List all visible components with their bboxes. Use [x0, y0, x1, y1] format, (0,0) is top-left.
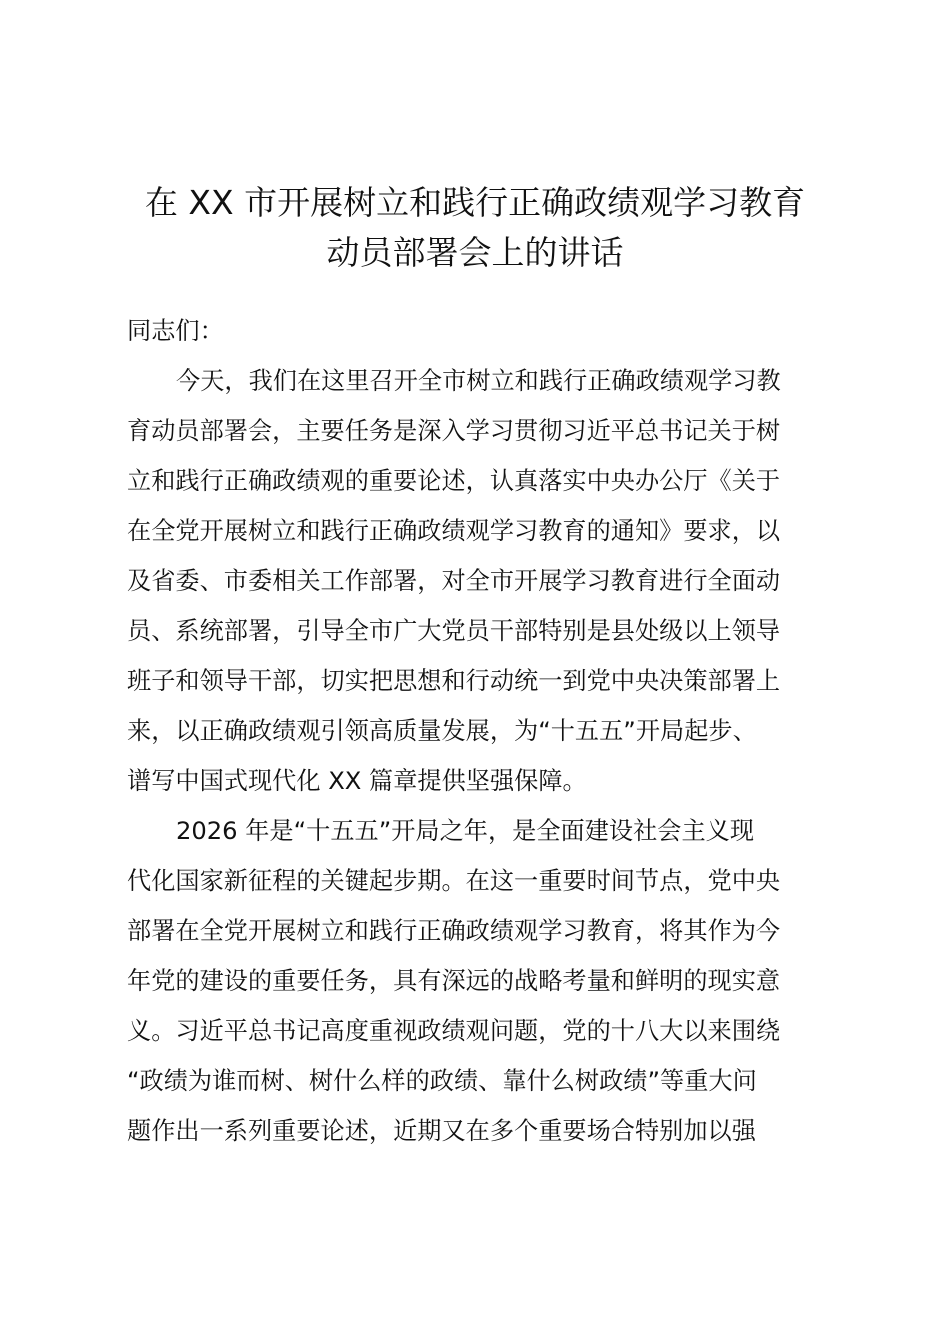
paragraph-line: 谱写中国式现代化 XX 篇章提供坚强保障。: [127, 767, 587, 795]
paragraph-line: 在全党开展树立和践行正确政绩观学习教育的通知》要求，以: [127, 517, 781, 545]
paragraph-line: 育动员部署会，主要任务是深入学习贯彻习近平总书记关于树: [127, 417, 781, 445]
paragraph-line: 代化国家新征程的关键起步期。在这一重要时间节点，党中央: [127, 867, 781, 895]
paragraph-line: 来，以正确政绩观引领高质量发展，为“十五五”开局起步、: [127, 717, 757, 745]
paragraph-1: [127, 356, 837, 806]
paragraph-line: 及省委、市委相关工作部署，对全市开展学习教育进行全面动: [127, 567, 781, 595]
paragraph-line: 题作出一系列重要论述，近期又在多个重要场合特别加以强: [127, 1117, 756, 1145]
paragraph-line: 立和践行正确政绩观的重要论述，认真落实中央办公厅《关于: [127, 467, 781, 495]
title-line-2: 动员部署会上的讲话: [326, 233, 624, 272]
paragraph-line: 年党的建设的重要任务，具有深远的战略考量和鲜明的现实意: [127, 967, 781, 995]
paragraph-line: 今天，我们在这里召开全市树立和践行正确政绩观学习教: [176, 367, 781, 395]
paragraph-2: [127, 806, 837, 1156]
paragraph-line: 2026 年是“十五五”开局之年，是全面建设社会主义现: [176, 817, 755, 845]
title-line-1: 在 XX 市开展树立和践行正确政绩观学习教育: [144, 183, 806, 222]
paragraph-line: 员、系统部署，引导全市广大党员干部特别是县处级以上领导: [127, 617, 781, 645]
paragraph-line: 班子和领导干部，切实把思想和行动统一到党中央决策部署上: [127, 667, 781, 695]
document-title: [100, 178, 850, 278]
salutation: 同志们：: [127, 317, 224, 345]
document-body: [127, 306, 837, 1156]
paragraph-line: “政绩为谁而树、树什么样的政绩、靠什么树政绩”等重大问: [127, 1067, 757, 1095]
paragraph-line: 义。习近平总书记高度重视政绩观问题，党的十八大以来围绕: [127, 1017, 781, 1045]
paragraph-line: 部署在全党开展树立和践行正确政绩观学习教育，将其作为今: [127, 917, 781, 945]
